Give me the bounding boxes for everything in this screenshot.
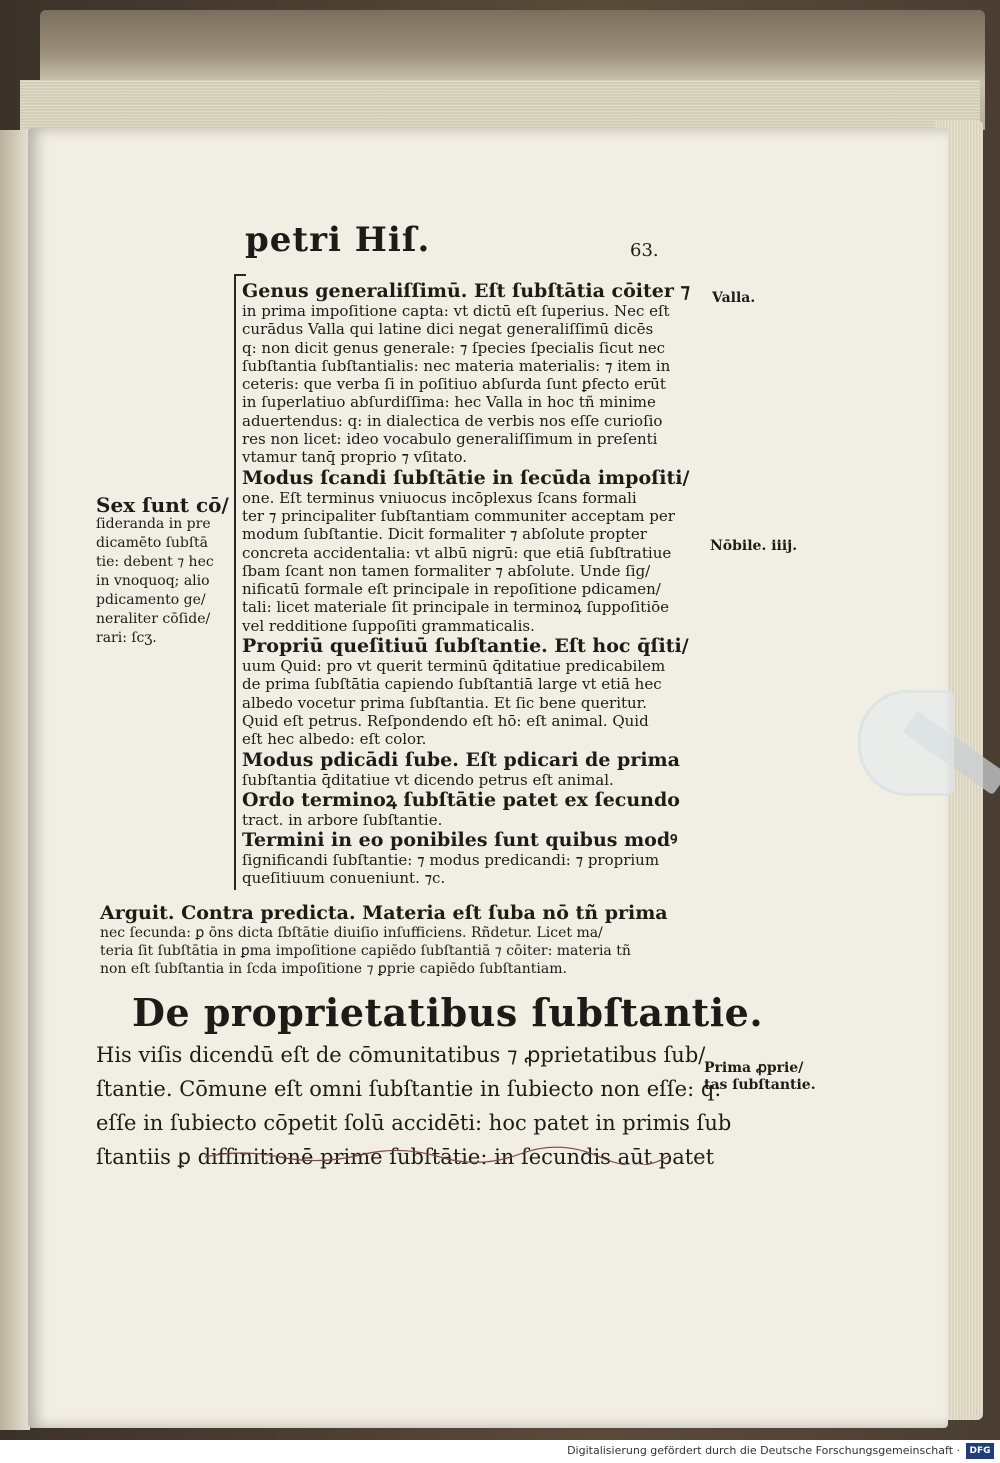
side-note-line: ſideranda in pre [96, 516, 211, 532]
footer-credit: Digitalisierung gefördert durch die Deutsche Forschungsgemeinschaft · [567, 1444, 960, 1457]
text-line: Quid eſt petrus. Reſpondendo eſt hō: eſt animal. Quid [242, 711, 649, 730]
text-line: Propriū queſitiuū ſubſtantie. Eſt hoc q̄ſiti/ [242, 635, 689, 658]
text-line: ſubſtantia q̄ditatiue vt dicendo petrus eſt animal. [242, 770, 614, 789]
dfg-logo: DFG [966, 1443, 994, 1459]
side-note-line: Sex ſunt cō/ [96, 493, 229, 517]
argument-line: nec ſecunda: ꝑ ōns dicta ſbſtātie diuiſio inſufficiens. Rñdetur. Licet ma/ [100, 925, 603, 941]
text-line: tali: licet materiale ſit principale in terminoꝝ ſuppoſitiōe [242, 598, 670, 617]
text-line: curādus Valla qui latine dici negat generaliſſimū dicēs [242, 320, 654, 339]
text-line: res non licet: ideo vocabulo generaliſſimum in preſenti [242, 430, 658, 449]
folio-number: 63. [630, 240, 659, 261]
text-line: ceteris: que verba ſi in poſitiuo abſurda ſunt ꝑfecto erūt [242, 375, 666, 394]
text-line: ter ⁊ principaliter ſubſtantiam communiter acceptam per [242, 506, 675, 525]
text-line: vtamur tanq̄ proprio ⁊ vſitato. [242, 448, 468, 467]
section-title: De proprietatibus ſubſtantie. [132, 990, 764, 1035]
margin-note-line: Prima ꝓprie/ [704, 1060, 804, 1076]
text-line: vel redditione ſuppoſiti grammaticalis. [242, 616, 535, 635]
text-line: Modus pdicādi ſube. Eſt pdicari de prima [242, 748, 680, 771]
left-page-edge [0, 130, 30, 1430]
text-line: aduertendus: q: in dialectica de verbis nos eſſe curioſio [242, 411, 663, 430]
side-note-line: in vnoquoq; alio [96, 573, 210, 589]
text-line: concreta accidentalia: vt albū nigrū: que etiā ſubſtratiue [242, 543, 672, 562]
section-body-line: ſtantiis ꝑ diffinitionē prime ſubſtātie: in ſecundis aūt patet [96, 1145, 715, 1169]
main-column [242, 280, 702, 888]
text-line: Ordo terminoꝝ ſubſtātie patet ex ſecundo [242, 788, 680, 811]
text-line: uum Quid: pro vt querit terminū q̄ditatiue predicabilem [242, 657, 666, 676]
side-note-line: neraliter cōſide/ [96, 611, 211, 627]
margin-note-valla: Valla. [712, 290, 756, 306]
text-line: modum ſubſtantie. Dicit formaliter ⁊ abſolute propter [242, 525, 647, 544]
text-line: one. Eſt terminus vniuocus incōplexus ſcans formali [242, 488, 637, 507]
text-line: tract. in arbore ſubſtantie. [242, 810, 443, 829]
footer-bar [0, 1440, 1000, 1463]
section-body-line: eſſe in ſubiecto cōpetit ſolū accidēti: hoc patet in primis ſub [96, 1111, 732, 1135]
text-line: Genus generaliſſimū. Eſt ſubſtātia cōiter ⁊ [242, 280, 690, 302]
side-note-line: pdicamento ge/ [96, 592, 206, 608]
text-line: ſubſtantia ſubſtantialis: nec materia materialis: ⁊ item in [242, 356, 671, 375]
margin-note-prima [704, 1060, 816, 1094]
handwritten-annotation [200, 1145, 680, 1165]
text-line: Termini in eo ponibiles ſunt quibus modꝰ [242, 829, 678, 852]
side-note-line: tie: debent ⁊ hec [96, 554, 214, 570]
text-line: queſitiuum conueniunt. ⁊c. [242, 869, 446, 888]
argument-paragraph [100, 902, 700, 978]
text-line: eſt hec albedo: eſt color. [242, 730, 427, 749]
text-line: Modus ſcandi ſubſtātie in ſecūda impoſiti/ [242, 466, 690, 489]
text-line: in ſuperlatiuo abſurdiſſima: hec Valla in hoc tñ minime [242, 393, 656, 412]
margin-note-line: tas ſubſtantie. [704, 1077, 816, 1093]
running-head: petri Hiſ. [245, 220, 431, 260]
argument-line: non eſt ſubſtantia in ſcda impoſitione ⁊ ꝑprie capiēdo ſubſtantiam. [100, 961, 567, 977]
text-line: q: non dicit genus generale: ⁊ ſpecies ſpecialis ſicut nec [242, 338, 666, 357]
section-body-line: ſtantie. Cōmune eſt omni ſubſtantie in ſubiecto non eſſe: q: [96, 1077, 722, 1101]
text-line: ſignificandi ſubſtantie: ⁊ modus predicandi: ⁊ proprium [242, 851, 660, 870]
argument-line: teria ſit ſubſtātia in ꝑma impoſitione capiēdo ſubſtantiā ⁊ cōiter: materia tñ [100, 943, 631, 959]
text-line: in prima impoſitione capta: vt dictū eſt ſuperius. Nec eſt [242, 302, 670, 320]
text-line: nificatū formale eſt principale in repoſitione pdicamen/ [242, 580, 661, 599]
text-line: ſbam ſcant non tamen formaliter ⁊ abſolute. Unde ſig/ [242, 561, 651, 580]
page-clip [858, 690, 954, 796]
side-note-line: rari: ſcʒ. [96, 630, 157, 646]
text-line: albedo vocetur prima ſubſtantia. Et ſic bene queritur. [242, 693, 647, 712]
margin-note-nobile: Nōbile. iiij. [710, 538, 798, 554]
side-note-left [96, 493, 236, 648]
side-note-line: dicamēto ſubſtā [96, 535, 209, 551]
argument-line: Arguit. Contra predicta. Materia eſt ſuba nō tñ prima [100, 902, 668, 924]
section-body-line: His viſis dicendū eſt de cōmunitatibus ⁊ ꝓprietatibus ſub/ [96, 1043, 706, 1067]
text-line: de prima ſubſtātia capiendo ſubſtantiā large vt etiā hec [242, 675, 662, 694]
